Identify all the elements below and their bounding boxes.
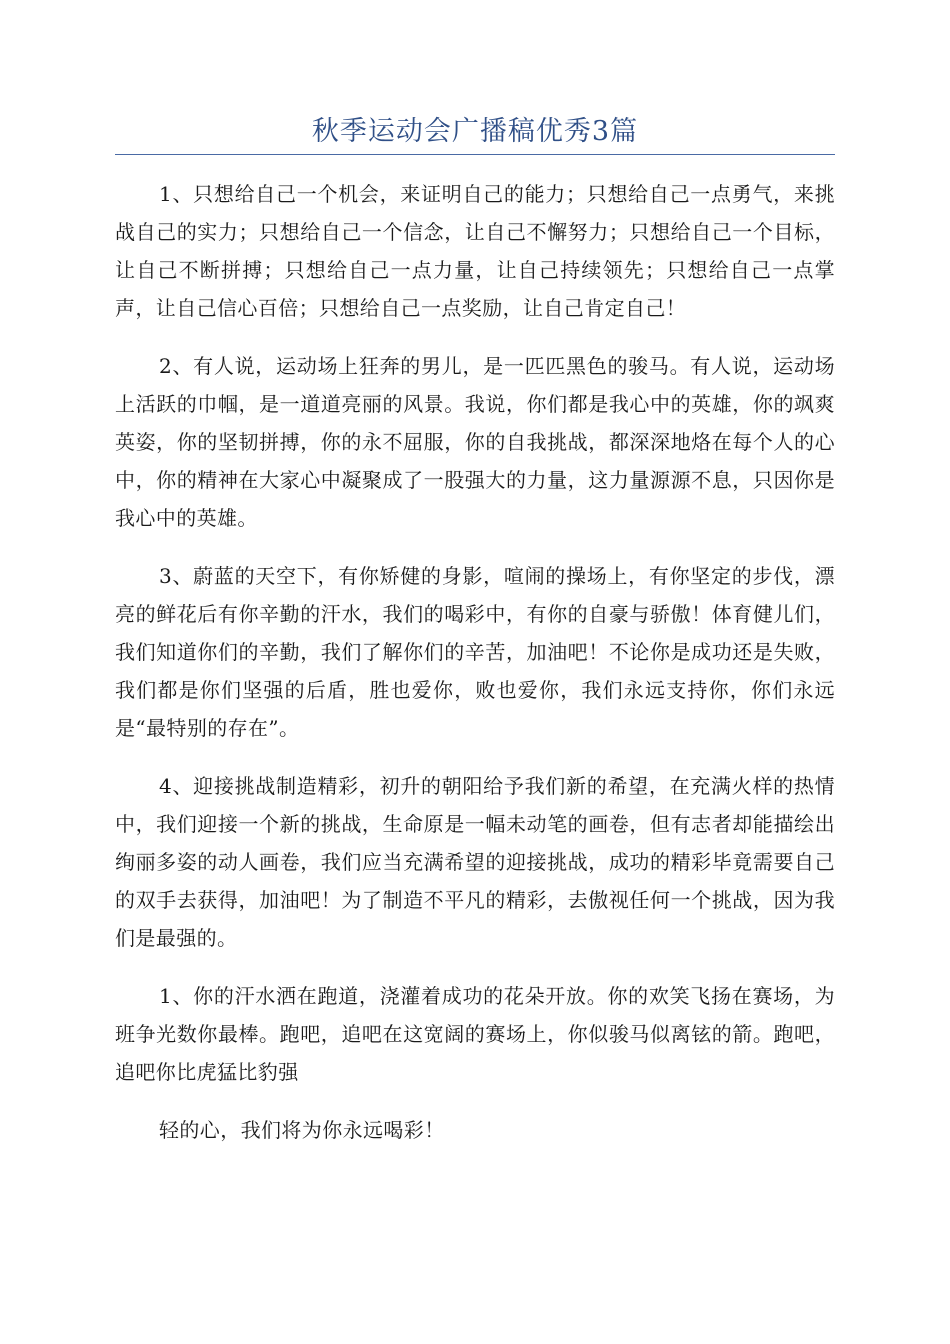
document-title: 秋季运动会广播稿优秀3篇 [311, 116, 639, 147]
paragraph-5: 1、你的汗水洒在跑道，浇灌着成功的花朵开放。你的欢笑飞扬在赛场，为班争光数你最棒。跑吧，追吧在这宽阔的赛场上，你似骏马似离铉的箭。跑吧，追吧你比虎猛比豹强 [115, 984, 835, 1084]
paragraph-6: 轻的心，我们将为你永远喝彩！ [159, 1118, 445, 1142]
paragraph-1: 1、只想给自己一个机会，来证明自己的能力；只想给自己一点勇气，来挑战自己的实力；只想给自己一个信念，让自己不懈努力；只想给自己一个目标，让自己不断拼搏；只想给自己一点力量，让自己持续领先；只想给自己一点掌声，让自己信心百倍；只想给自己一点奖励，让自己肯定自己！ [115, 182, 835, 320]
paragraph-2: 2、有人说，运动场上狂奔的男儿，是一匹匹黑色的骏马。有人说，运动场上活跃的巾帼，是一道道亮丽的风景。我说，你们都是我心中的英雄，你的飒爽英姿，你的坚韧拼搏，你的永不屈服，你的自我挑战，都深深地烙在每个人的心中，你的精神在大家心中凝聚成了一股强大的力量，这力量源源不息，只因你是我心中的英雄。 [115, 354, 835, 530]
paragraph-3: 3、蔚蓝的天空下，有你矫健的身影，喧闹的操场上，有你坚定的步伐，漂亮的鲜花后有你辛勤的汗水，我们的喝彩中，有你的自豪与骄傲！体育健儿们，我们知道你们的辛勤，我们了解你们的辛苦，加油吧！不论你是成功还是失败，我们都是你们坚强的后盾，胜也爱你，败也爱你，我们永远支持你，你们永远是“最特别的存在”。 [115, 564, 835, 740]
title-underline [115, 154, 835, 155]
paragraph-4: 4、迎接挑战制造精彩，初升的朝阳给予我们新的希望，在充满火样的热情中，我们迎接一个新的挑战，生命原是一幅未动笔的画卷，但有志者却能描绘出绚丽多姿的动人画卷，我们应当充满希望的迎接挑战，成功的精彩毕竟需要自己的双手去获得，加油吧！为了制造不平凡的精彩，去傲视任何一个挑战，因为我们是最强的。 [115, 774, 835, 950]
document-body [115, 175, 835, 1169]
